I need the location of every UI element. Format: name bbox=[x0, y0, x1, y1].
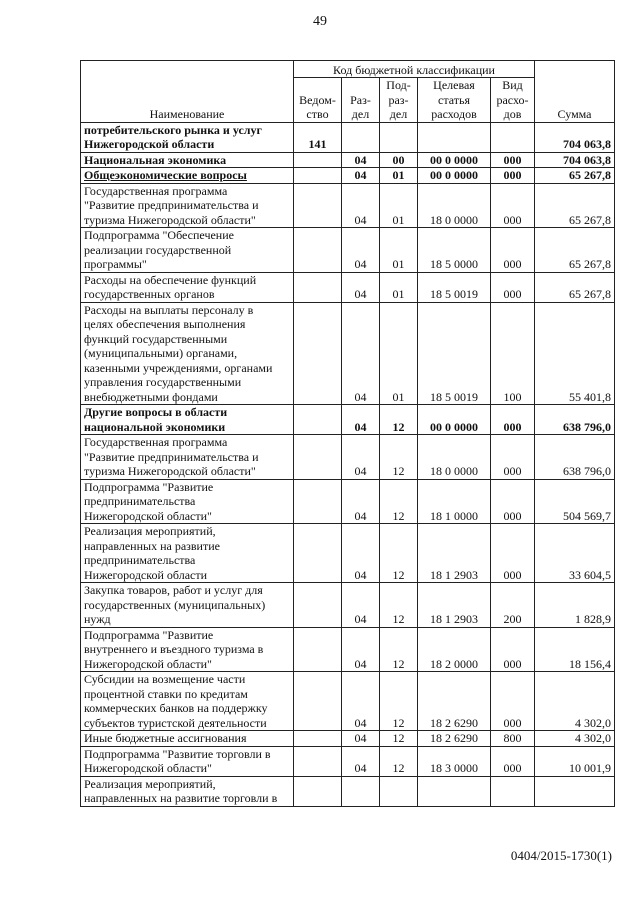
row-section-code: 04 bbox=[342, 168, 380, 184]
row-subsection-code: 01 bbox=[380, 302, 418, 405]
row-dept-code bbox=[294, 302, 342, 405]
row-target-code: 00 0 0000 bbox=[418, 152, 491, 168]
row-expense-type: 000 bbox=[491, 272, 535, 302]
row-sum: 638 796,0 bbox=[535, 435, 615, 480]
row-target-code: 18 5 0019 bbox=[418, 302, 491, 405]
row-dept-code bbox=[294, 746, 342, 776]
row-expense-type: 100 bbox=[491, 302, 535, 405]
row-section-code: 04 bbox=[342, 479, 380, 524]
row-section-code: 04 bbox=[342, 272, 380, 302]
header-classification: Код бюджетной классификации bbox=[294, 61, 535, 78]
row-name: Государственная программа "Развитие предпринимательства и туризма Нижегородской области" bbox=[81, 183, 294, 228]
row-dept-code: 141 bbox=[294, 122, 342, 152]
row-target-code: 18 1 2903 bbox=[418, 524, 491, 583]
row-section-code: 04 bbox=[342, 672, 380, 731]
row-section-code: 04 bbox=[342, 183, 380, 228]
row-sum: 55 401,8 bbox=[535, 302, 615, 405]
header-dept: Ведом- ство bbox=[294, 78, 342, 123]
row-subsection-code: 01 bbox=[380, 183, 418, 228]
row-sum: 10 001,9 bbox=[535, 746, 615, 776]
row-name: Субсидии на возмещение части процентной ставки по кредитам коммерческих банков на поддержку субъектов туристской деятельности bbox=[81, 672, 294, 731]
row-name: Подпрограмма "Обеспечение реализации государственной программы" bbox=[81, 228, 294, 273]
row-expense-type: 000 bbox=[491, 524, 535, 583]
row-target-code bbox=[418, 122, 491, 152]
table-row bbox=[81, 776, 615, 806]
row-subsection-code bbox=[380, 122, 418, 152]
table-row bbox=[81, 583, 615, 628]
row-name: Подпрограмма "Развитие предпринимательства Нижегородской области" bbox=[81, 479, 294, 524]
row-expense-type: 000 bbox=[491, 405, 535, 435]
row-dept-code bbox=[294, 627, 342, 672]
row-expense-type: 000 bbox=[491, 152, 535, 168]
row-name: Другие вопросы в области национальной экономики bbox=[81, 405, 294, 435]
header-sum: Сумма bbox=[535, 61, 615, 123]
row-target-code: 18 2 0000 bbox=[418, 627, 491, 672]
row-name: Национальная экономика bbox=[81, 152, 294, 168]
table-row bbox=[81, 122, 615, 152]
table-row bbox=[81, 746, 615, 776]
row-sum: 65 267,8 bbox=[535, 272, 615, 302]
header-target: Целевая статья расходов bbox=[418, 78, 491, 123]
row-dept-code bbox=[294, 228, 342, 273]
header-subsection: Под- раз- дел bbox=[380, 78, 418, 123]
row-target-code: 18 3 0000 bbox=[418, 746, 491, 776]
row-sum: 1 828,9 bbox=[535, 583, 615, 628]
row-target-code: 00 0 0000 bbox=[418, 168, 491, 184]
row-name: Закупка товаров, работ и услуг для государственных (муниципальных) нужд bbox=[81, 583, 294, 628]
row-dept-code bbox=[294, 168, 342, 184]
row-name: Расходы на обеспечение функций государственных органов bbox=[81, 272, 294, 302]
row-name: Иные бюджетные ассигнования bbox=[81, 731, 294, 747]
row-dept-code bbox=[294, 152, 342, 168]
row-expense-type: 000 bbox=[491, 228, 535, 273]
row-dept-code bbox=[294, 583, 342, 628]
row-subsection-code: 12 bbox=[380, 731, 418, 747]
row-sum: 704 063,8 bbox=[535, 122, 615, 152]
row-subsection-code: 12 bbox=[380, 583, 418, 628]
row-target-code: 18 5 0000 bbox=[418, 228, 491, 273]
row-dept-code bbox=[294, 731, 342, 747]
row-section-code: 04 bbox=[342, 228, 380, 273]
row-target-code: 18 0 0000 bbox=[418, 183, 491, 228]
row-subsection-code: 12 bbox=[380, 627, 418, 672]
row-expense-type: 000 bbox=[491, 627, 535, 672]
table-row bbox=[81, 479, 615, 524]
row-expense-type: 000 bbox=[491, 183, 535, 228]
row-expense-type: 200 bbox=[491, 583, 535, 628]
page-number: 49 bbox=[313, 14, 327, 29]
table-row bbox=[81, 302, 615, 405]
row-dept-code bbox=[294, 672, 342, 731]
row-name: Реализация мероприятий, направленных на развитие предпринимательства Нижегородской области bbox=[81, 524, 294, 583]
row-name: Общеэкономические вопросы bbox=[81, 168, 294, 184]
row-section-code: 04 bbox=[342, 731, 380, 747]
row-section-code: 04 bbox=[342, 524, 380, 583]
budget-table bbox=[80, 60, 615, 807]
row-dept-code bbox=[294, 405, 342, 435]
row-target-code: 18 2 6290 bbox=[418, 731, 491, 747]
document-code: 0404/2015-1730(1) bbox=[510, 848, 612, 863]
row-subsection-code: 01 bbox=[380, 272, 418, 302]
row-expense-type: 000 bbox=[491, 435, 535, 480]
row-sum: 704 063,8 bbox=[535, 152, 615, 168]
row-section-code: 04 bbox=[342, 627, 380, 672]
table-row bbox=[81, 731, 615, 747]
row-subsection-code bbox=[380, 776, 418, 806]
row-name: Подпрограмма "Развитие внутреннего и въездного туризма в Нижегородской области" bbox=[81, 627, 294, 672]
row-target-code: 18 0 0000 bbox=[418, 435, 491, 480]
row-sum: 65 267,8 bbox=[535, 183, 615, 228]
row-sum: 18 156,4 bbox=[535, 627, 615, 672]
row-target-code bbox=[418, 776, 491, 806]
row-subsection-code: 12 bbox=[380, 746, 418, 776]
row-section-code: 04 bbox=[342, 746, 380, 776]
row-section-code: 04 bbox=[342, 302, 380, 405]
header-section: Раз- дел bbox=[342, 78, 380, 123]
row-subsection-code: 00 bbox=[380, 152, 418, 168]
row-section-code bbox=[342, 122, 380, 152]
row-target-code: 18 5 0019 bbox=[418, 272, 491, 302]
row-target-code: 18 1 2903 bbox=[418, 583, 491, 628]
row-name: Расходы на выплаты персоналу в целях обеспечения выполнения функций государственными (муниципальными) органами, казенными учреждениями, органами управления государственными внебюджетными фондами bbox=[81, 302, 294, 405]
table-row bbox=[81, 627, 615, 672]
table-row bbox=[81, 152, 615, 168]
row-subsection-code: 12 bbox=[380, 435, 418, 480]
row-expense-type: 800 bbox=[491, 731, 535, 747]
row-subsection-code: 12 bbox=[380, 524, 418, 583]
row-subsection-code: 12 bbox=[380, 672, 418, 731]
row-expense-type: 000 bbox=[491, 672, 535, 731]
row-target-code: 18 1 0000 bbox=[418, 479, 491, 524]
row-dept-code bbox=[294, 435, 342, 480]
row-sum: 33 604,5 bbox=[535, 524, 615, 583]
row-target-code: 00 0 0000 bbox=[418, 405, 491, 435]
table-body bbox=[81, 122, 615, 806]
row-expense-type bbox=[491, 776, 535, 806]
table-row bbox=[81, 228, 615, 273]
table-row bbox=[81, 272, 615, 302]
row-subsection-code: 01 bbox=[380, 168, 418, 184]
row-name: Реализация мероприятий, направленных на развитие торговли в bbox=[81, 776, 294, 806]
row-sum: 65 267,8 bbox=[535, 168, 615, 184]
row-subsection-code: 01 bbox=[380, 228, 418, 273]
row-target-code: 18 2 6290 bbox=[418, 672, 491, 731]
row-sum bbox=[535, 776, 615, 806]
row-expense-type: 000 bbox=[491, 479, 535, 524]
row-section-code: 04 bbox=[342, 435, 380, 480]
row-subsection-code: 12 bbox=[380, 479, 418, 524]
row-section-code: 04 bbox=[342, 152, 380, 168]
header-name: Наименование bbox=[81, 61, 294, 123]
row-expense-type: 000 bbox=[491, 168, 535, 184]
row-name: потребительского рынка и услуг Нижегородской области bbox=[81, 122, 294, 152]
row-sum: 504 569,7 bbox=[535, 479, 615, 524]
row-dept-code bbox=[294, 776, 342, 806]
row-subsection-code: 12 bbox=[380, 405, 418, 435]
row-dept-code bbox=[294, 183, 342, 228]
row-section-code: 04 bbox=[342, 405, 380, 435]
table-row bbox=[81, 672, 615, 731]
header-type: Вид расхо- дов bbox=[491, 78, 535, 123]
table-row bbox=[81, 183, 615, 228]
row-name: Подпрограмма "Развитие торговли в Нижегородской области" bbox=[81, 746, 294, 776]
row-dept-code bbox=[294, 524, 342, 583]
table-row bbox=[81, 168, 615, 184]
row-dept-code bbox=[294, 479, 342, 524]
row-name: Государственная программа "Развитие предпринимательства и туризма Нижегородской области" bbox=[81, 435, 294, 480]
row-section-code bbox=[342, 776, 380, 806]
row-expense-type: 000 bbox=[491, 746, 535, 776]
row-expense-type bbox=[491, 122, 535, 152]
row-sum: 638 796,0 bbox=[535, 405, 615, 435]
row-sum: 4 302,0 bbox=[535, 672, 615, 731]
table-row bbox=[81, 405, 615, 435]
row-section-code: 04 bbox=[342, 583, 380, 628]
table-row bbox=[81, 435, 615, 480]
row-dept-code bbox=[294, 272, 342, 302]
row-sum: 4 302,0 bbox=[535, 731, 615, 747]
row-sum: 65 267,8 bbox=[535, 228, 615, 273]
table-row bbox=[81, 524, 615, 583]
